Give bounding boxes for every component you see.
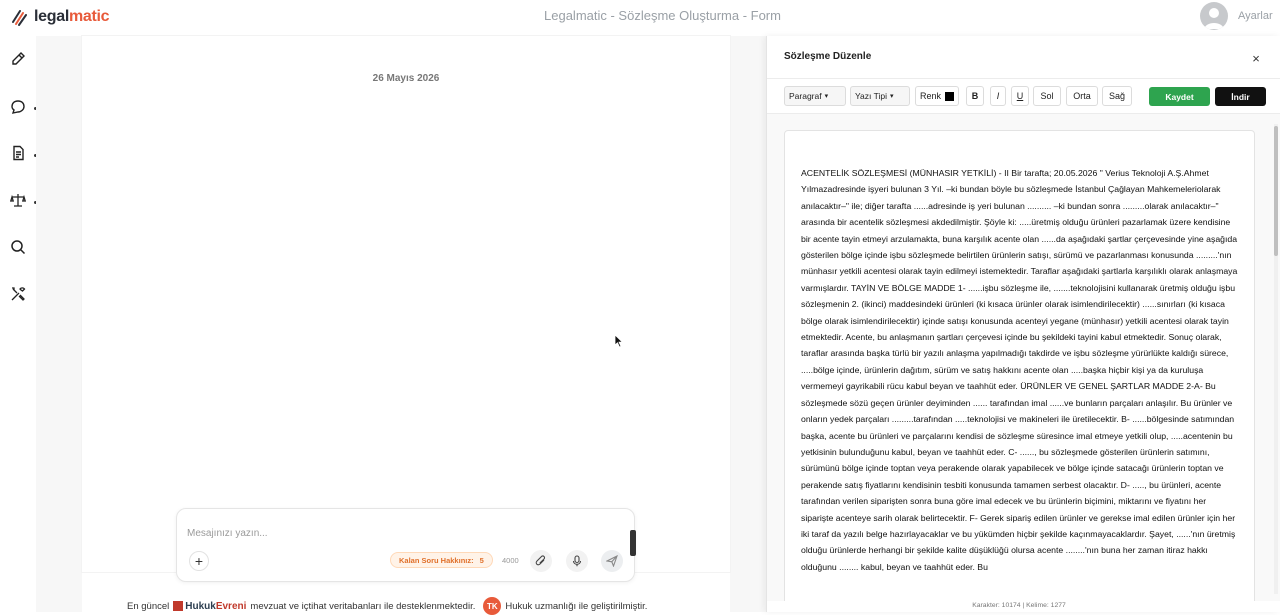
document-icon[interactable]: [8, 143, 28, 163]
font-select[interactable]: Yazı Tipi ▾: [850, 86, 910, 106]
paragraph-select[interactable]: Paragraf ▾: [784, 86, 846, 106]
bold-button[interactable]: B: [966, 86, 984, 106]
plus-icon: +: [194, 553, 204, 569]
align-left-button[interactable]: Sol: [1033, 86, 1061, 106]
mouse-cursor-icon: [614, 334, 624, 348]
tk-logo-icon: TK: [483, 597, 501, 615]
download-button[interactable]: İndir: [1215, 87, 1266, 106]
left-rail: [0, 36, 36, 612]
scrollbar-thumb[interactable]: [1274, 126, 1278, 256]
send-icon: [606, 555, 618, 567]
footer-note: [127, 597, 647, 615]
remaining-questions-badge: [390, 552, 493, 568]
align-right-button[interactable]: Sağ: [1102, 86, 1132, 106]
attach-file-button[interactable]: [530, 550, 552, 572]
color-swatch: [945, 92, 954, 101]
footer-middle: mevzuat ve içtihat veritabanları ile desteklenmektedir.: [250, 600, 476, 612]
close-button[interactable]: [1245, 47, 1267, 69]
contract-text-editor[interactable]: ACENTELİK SÖZLEŞMESİ (MÜNHASIR YETKİLİ) - II Bir tarafta; 20.05.2026 " Verius Teknoloji A.Ş.Ahmet Yılmazadresinde işyeri bulunan 3 Yıl. –ki bundan böyle bu sözleşmede İstanbul Çağlayan Mahkemeleriolarak anılacaktır–" ile; diğer tarafta ......adresinde iş yeri bulunan .......... –ki bundan sonra .........olarak anılacaktır–" arasında bir acentelik sözleşmesi akdedilmiştir. Şöyle ki: .....üretmiş olduğu ürünleri pazarlamak üzere kendisine bir acente tayin etmeyi arzulamakta, buna karşılık acente olan ......da aşağıdaki şartlar çerçevesinde yine aşağıda gösterilen bölge içinde işbu sözleşmede belirtilen ürünlerin satışı, sürümü ve pazarlanması konusunda .........'nın münhasır yetkili acentesi olarak tayin edilmeyi istemektedir. Taraflar aşağıdaki şartlarla karşılıklı olarak anlaşmaya varmışlardır. TAYİN VE BÖLGE MADDE 1- ......işbu sözleşme ile, .......teknolojisini kullanarak üretmiş olduğu işbu sözleşmenin 2. (ikinci) maddesindeki ürünleri (ki kısaca ürünler olarak isimlendirilecektir) ......sınırları (ki kısaca bölge olarak isimlendirilecektir) içinde satışı konusunda acenteyi yegane (münhasır) yetkili acentesi olarak tayin etmektedir. Acente, bu anlaşmanın şartları çerçevesi içinde bu şekildeki tayini kabul etmektedir. Sonuç olarak, taraflar arasında başka türlü bir yazılı anlaşma yapılmadığı takdirde ve işbu sözleşme yürürlükte kaldığı sürece, .....bölge içinde, ürünlerin dağıtım, sürüm ve satış hakkını acente olan .....başka hiçbir kişi ya da kuruluşa vermemeyi gayrikabili rücu kabul beyan ve taahhüt eder. ÜRÜNLER VE GENEL ŞARTLAR MADDE 2-A- Bu sözleşmede sözü geçen ürünler deyiminden ...... tarafından imal ......ve bunların parçaları anlaşılır. Bu ürünler ve onların yedek parçaları .........tarafından .....teknolojisi ve makineleri ile üretilecektir. B- ......bölgesinde satımından başka, acente bu ürünleri ve parçalarını kendisi de sözleşme süresince imal etmeye yetkili olup, .....acentenin bu yetkisinin bulunduğunu kabul, beyan ve taahhüt eder. C- ......, bu sözleşmede gösterilen ürünlerin satımını, sürümünü bölge içinde toptan veya perakende olarak yapabilecek ve bölge içinde satacağı ürünlerin toptan ve perakende satış fiyatlarını kendisinin tesbiti konusunda tamamen serbest olacaktır. D- ....., bu ürünleri, acente tarafından verilen siparişten sonra buna göre imal edecek ve bu ürünlerin biçimini, miktarını ve fiyatını her siparişte acenteye sarih olarak belirtecektir. F- Gerek sipariş edilen ürünler ve gerekse imal edilen ürünler için her iki taraf da yazılı belge hazırlayacaklar ve bu yükümden hiçbir şekilde kaçınmayacaklardır. Şayet, ......'nın üretmiş olduğu ürünlerde herhangi bir şekilde kalite düşüklüğü olursa acente ........'nın buna her zaman itiraz hakkı olduğunu ........ kabul, beyan ve taahhüt eder. Bu: [784, 130, 1255, 601]
footer-suffix: Hukuk uzmanlığı ile geliştirilmiştir.: [505, 600, 648, 612]
avatar[interactable]: [1200, 2, 1228, 30]
save-button[interactable]: Kaydet: [1149, 87, 1210, 106]
document-date: 26 Mayıs 2026: [372, 73, 440, 84]
footer-prefix: En güncel: [127, 600, 170, 612]
character-word-count: Karakter: 10174 | Kelime: 1277: [972, 602, 1066, 609]
close-icon: ×: [1252, 50, 1260, 66]
quota-label: Kalan Soru Hakkınız:: [399, 555, 474, 565]
hukukevreni-logo[interactable]: HukukEvreni: [173, 601, 246, 612]
scale-icon[interactable]: [8, 190, 28, 210]
preview-scrollbar[interactable]: [630, 530, 636, 556]
italic-button[interactable]: I: [990, 86, 1006, 106]
hukukevreni-mark-icon: [173, 601, 183, 611]
divider: [767, 78, 1280, 79]
color-picker[interactable]: Renk: [915, 86, 959, 106]
microphone-icon: [571, 555, 583, 567]
formatting-toolbar: [784, 86, 1268, 108]
editor-scroll-area: [767, 114, 1280, 601]
chevron-down-icon: ▾: [824, 93, 829, 100]
search-icon[interactable]: [8, 237, 28, 257]
editor-scrollbar[interactable]: [1273, 114, 1279, 601]
message-input[interactable]: [187, 523, 607, 543]
paperclip-icon: [535, 555, 547, 567]
edit-icon[interactable]: [8, 49, 28, 69]
settings-link[interactable]: Ayarlar: [1238, 10, 1273, 22]
canvas-gutter-right: [730, 36, 766, 612]
send-button[interactable]: [601, 550, 623, 572]
chat-composer: [176, 508, 635, 582]
character-limit: 4000: [502, 556, 519, 565]
add-attachment-button[interactable]: [189, 551, 209, 571]
document-preview: [82, 36, 730, 572]
app-title: Legalmatic - Sözleşme Oluşturma - Form: [544, 8, 781, 23]
chevron-down-icon: ▾: [889, 93, 894, 100]
canvas-gutter-left: [36, 36, 82, 612]
panel-title: Sözleşme Düzenle: [784, 51, 872, 62]
quota-value: 5: [479, 555, 484, 565]
voice-input-button[interactable]: [566, 550, 588, 572]
chat-icon[interactable]: [8, 97, 28, 117]
align-center-button[interactable]: Orta: [1066, 86, 1098, 106]
logo-text: legalmatic: [34, 8, 110, 25]
tools-icon[interactable]: [8, 284, 28, 304]
top-bar: [0, 0, 1280, 34]
underline-button[interactable]: U: [1011, 86, 1029, 106]
contract-editor-panel: [766, 36, 1280, 612]
